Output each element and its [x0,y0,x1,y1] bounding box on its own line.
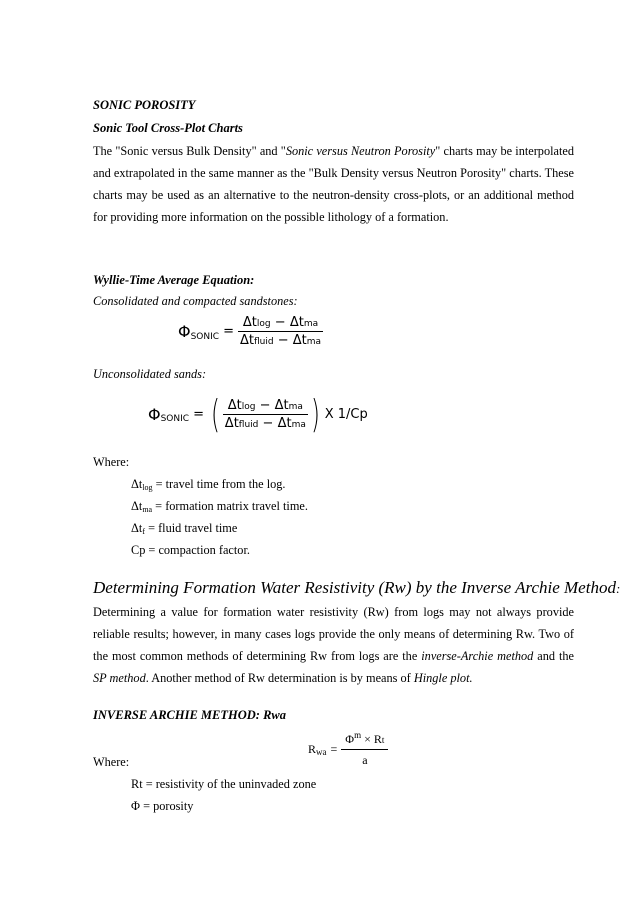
para-run-italic: inverse-Archie method [421,649,534,663]
sub-ma: ma [291,419,306,430]
subheading-cross-plot-charts: Sonic Tool Cross-Plot Charts [93,121,243,135]
label-consolidated-sandstones: Consolidated and compacted sandstones: [93,294,298,308]
def-text: = fluid travel time [145,521,238,535]
sub-wa: wa [316,747,327,757]
def-subscript: f [142,527,145,536]
a-symbol: a [362,753,368,767]
r-symbol: R [373,732,382,746]
phi-subscript: SONIC [190,331,220,342]
delta-t: Δt [227,397,242,413]
r-symbol: R [308,741,317,756]
def-symbol: Δt [131,477,143,491]
delta-t: Δt [274,397,289,413]
numerator [223,398,308,415]
delta-t: Δt [292,333,307,348]
heading-text: Determining Formation Water Resistivity (Rw) by the Inverse Archie Method [93,578,616,597]
sub-ma: ma [303,319,319,329]
sub-log: log [241,401,256,412]
denominator [341,750,388,768]
denominator [223,415,308,431]
minus-sign: − [277,333,289,348]
sub-fluid: fluid [253,337,274,347]
def-symbol: Δt [131,521,143,535]
para-run: . Another method of Rw determination is by means of [145,671,414,685]
definition-phi: Φ = porosity [131,799,194,813]
definition-rt: Rt = resistivity of the uninvaded zone [131,777,317,791]
equals-sign: = [223,324,234,339]
numerator [341,730,388,750]
sub-fluid: fluid [238,419,259,430]
phi-symbol: Φ [148,404,161,424]
definition-cp [131,539,250,561]
paragraph-rw [93,601,574,689]
where-label: Where: [93,455,130,469]
sub-ma: ma [288,401,303,412]
def-text: = compaction factor. [145,543,250,557]
phi-symbol: Φ [345,732,355,746]
equation-sonic-consolidated [178,315,323,348]
paragraph-sonic-charts [93,140,574,228]
equals-sign: = [193,406,204,422]
def-symbol: Δt [131,499,143,513]
where-label-archie: Where: [93,755,130,769]
heading-inverse-archie [93,578,620,598]
phi-symbol: Φ [178,322,191,341]
para-run-italic: Hingle plot. [413,671,473,685]
delta-t: Δt [239,333,254,348]
delta-t: Δt [277,415,292,431]
def-subscript: log [142,483,153,492]
def-symbol: Cp [131,543,146,557]
def-text: = formation matrix travel time. [152,499,308,513]
para-run-italic: Sonic versus Neutron Porosity [285,144,436,158]
equals-sign: = [330,741,338,756]
delta-t: Δt [289,315,304,330]
delta-t: Δt [224,415,239,431]
left-paren: ( [210,392,220,436]
exp-m: m [354,730,362,740]
denominator [238,332,323,348]
numerator [238,315,323,332]
fraction [238,315,323,348]
def-subscript: ma [142,505,153,514]
heading-colon: : [615,581,621,596]
para-run: and the [533,649,574,663]
label-unconsolidated-sands: Unconsolidated sands: [93,367,207,381]
minus-sign: − [259,397,271,413]
heading-inverse-archie-method: INVERSE ARCHIE METHOD: Rwa [93,708,286,722]
minus-sign: − [274,315,286,330]
section-heading-sonic-porosity: SONIC POROSITY [93,98,196,112]
fraction [223,398,308,431]
sub-log: log [256,319,271,329]
heading-wyllie-equation: Wyllie-Time Average Equation: [93,273,255,287]
equation-rwa [308,730,388,768]
phi-subscript: SONIC [160,414,190,424]
fraction [341,730,388,768]
compaction-multiplier: X 1/Cp [324,406,368,422]
right-paren: ) [310,392,320,436]
delta-t: Δt [242,315,257,330]
para-run: " charts may be interpolated and extrapolated in the same manner as the "Bulk Density versus Neutron Porosity" charts. These charts may be used as an alternative to the neutron-density cross-plots, or an additional method for providing more information on the possible lithology of a formation. [93,144,575,224]
sub-ma: ma [306,337,322,347]
equation-sonic-unconsolidated [148,392,368,436]
def-text: = travel time from the log. [152,477,286,491]
times-sign: × [364,732,371,746]
para-run: The "Sonic versus Bulk Density" and " [93,144,286,158]
para-run: Determining a value for formation water resistivity (Rw) from logs may not always provide reliable results; however, in many cases logs provide the only means of determining Rw. Two of the most common methods of determining Rw from logs are the [93,605,574,663]
sub-t: t [381,735,385,745]
minus-sign: − [262,415,274,431]
para-run-italic: SP method [93,671,146,685]
